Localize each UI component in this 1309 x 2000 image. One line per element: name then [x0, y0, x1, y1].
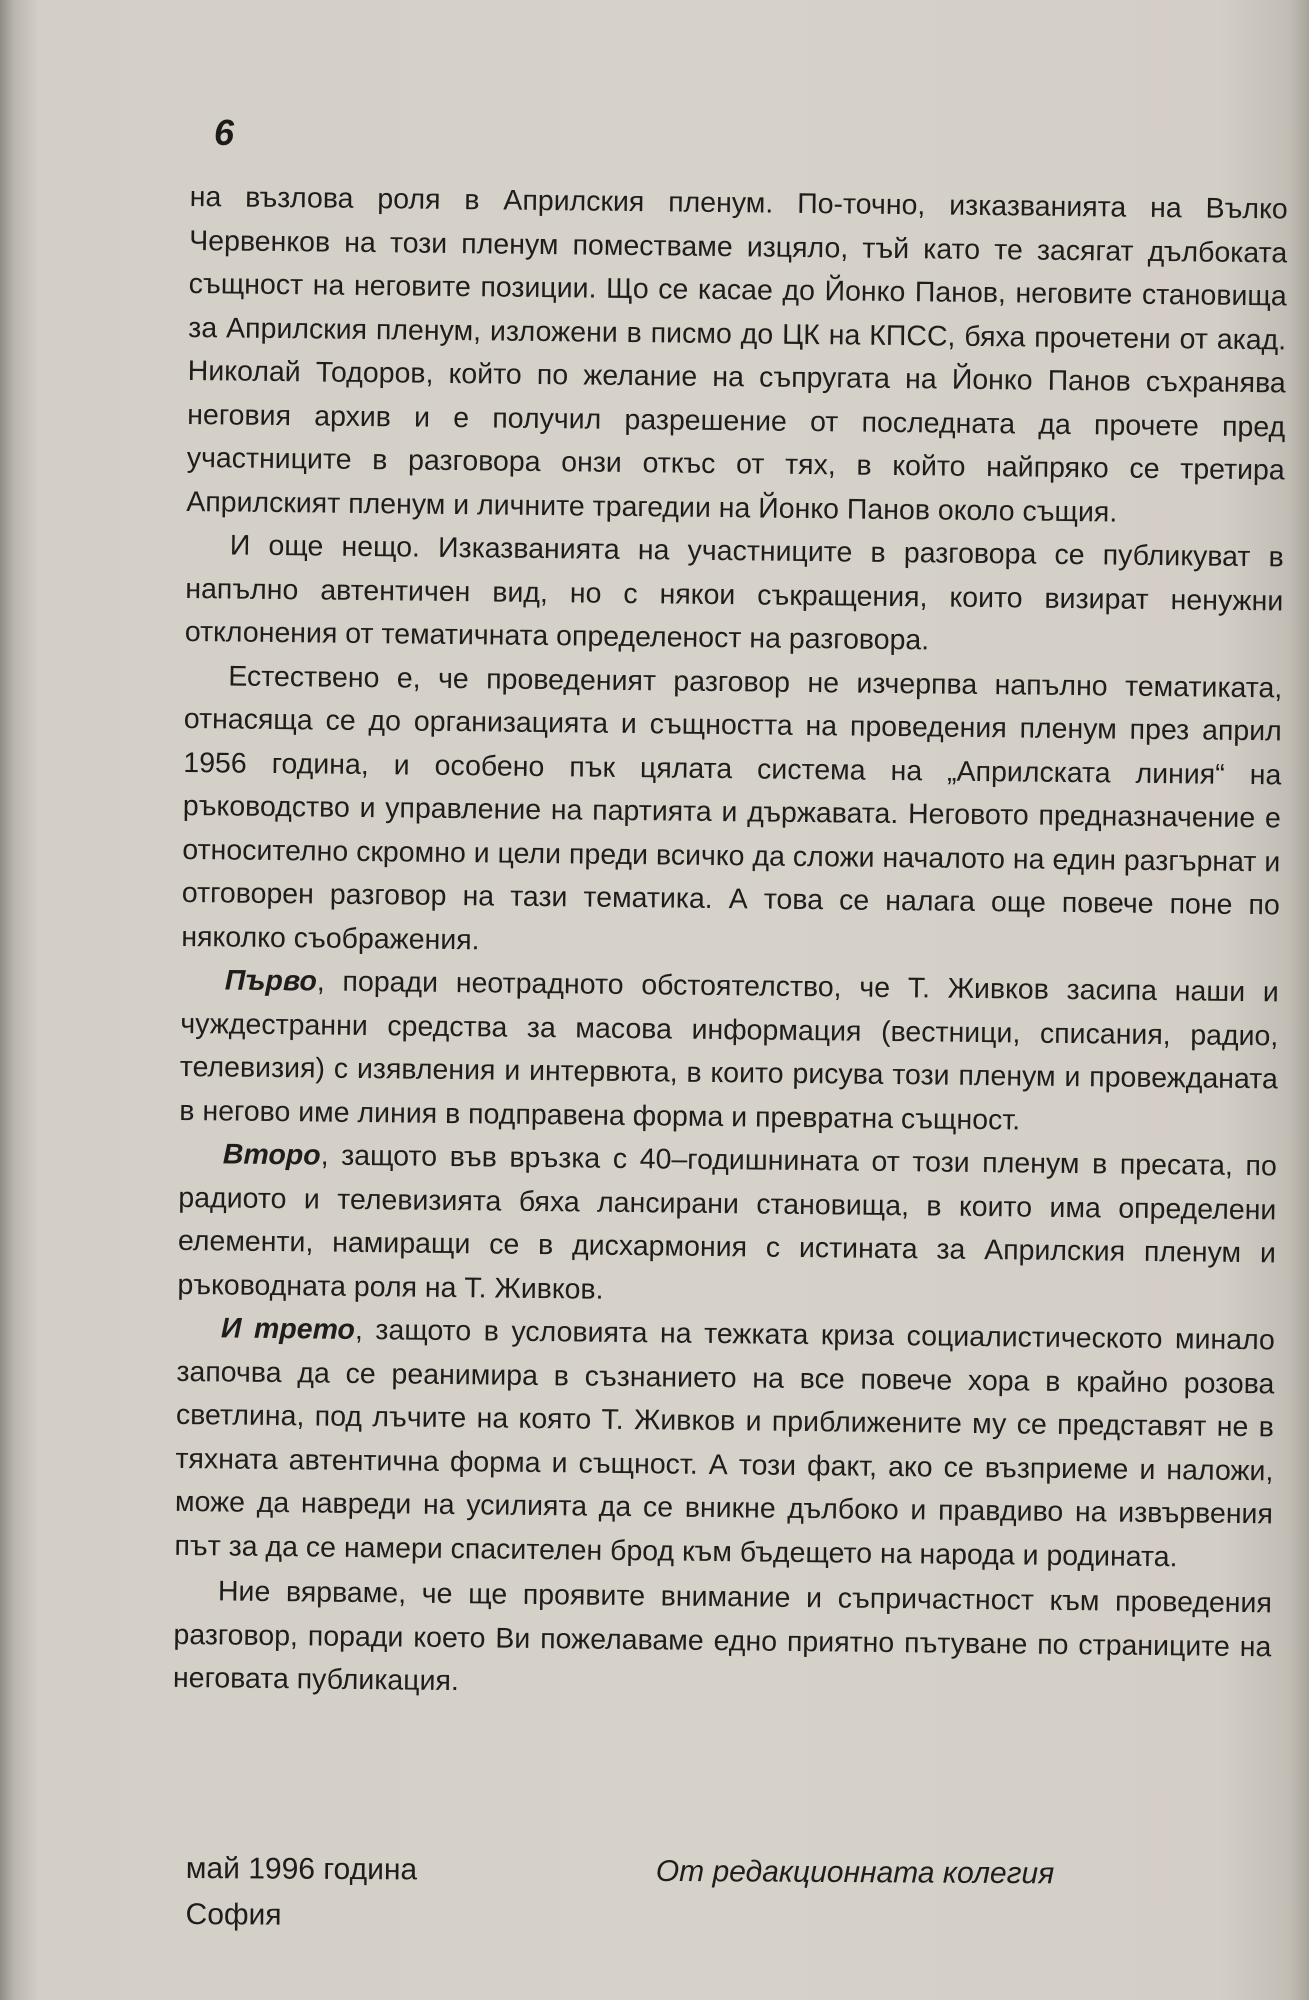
paragraph-3: Естествено е, че проведеният разговор не изчерпва напълно тематиката, отнасяща се до организацията и същността на проведения пленум през април 1956 година, и особено пък цялата система на „Априлската линия“ на ръководство и управление на партията и държавата. Неговото предназначение е относително скромно и цели преди всичко да сложи началото на един разгърнат и отговорен разговор на тази тематика. А това се налага още повече поне по няколко съображения. — [181, 659, 1283, 956]
paragraph-7: Ние вярваме, че ще проявите внимание и съпричастност към проведения разговор, поради което Ви пожелаваме едно приятно пътуване по страниците на неговата публикация. — [172, 1575, 1273, 1698]
footer-city: София — [185, 1897, 282, 1932]
footer-signature: От редакционната колегия — [655, 1854, 1055, 1891]
paragraph-5-lead: Второ — [222, 1138, 321, 1172]
paragraph-5-text: , защото във връзка с 40–годишнината от този пленум в пресата, по радиото и телевизията бяха лансирани становища, в които има определени елементи, намиращи се в дисхармония с истината за Априлския пленум и ръководната роля на Т. Живков. — [177, 1139, 1278, 1306]
paragraph-2: И още нещо. Изказванията на участниците в разговора се публикуват в напълно автентичен вид, но с някои съкращения, които визират ненужни отклонения от тематичната определеност на разговора. — [184, 529, 1284, 657]
body-text — [173, 176, 1288, 1713]
paragraph-4-lead: Първо — [224, 964, 318, 998]
paragraph-5 — [177, 1133, 1277, 1319]
footer — [185, 1846, 1186, 1932]
page-number: 6 — [214, 112, 235, 153]
paragraph-1: на възлова роля в Априлския пленум. По-точно, изказванията на Вълко Червенков на този пленум поместваме изцяло, тъй като те засягат дълбоката същност на неговите позиции. Що се касае до Йонко Панов, неговите становища за Априлския пленум, изложени в писмо до ЦК на КПСС, бяха прочетени от акад. Николай Тодоров, който по желание на съпругата на Йонко Панов съхранява неговия архив и е получил разрешение от последната да прочете пред участниците в разговора онзи откъс от тях, в който найпряко се третира Априлският пленум и личните трагедии на Йонко Панов около същия. — [186, 180, 1288, 529]
footer-date: май 1996 година — [185, 1851, 418, 1887]
paragraph-6 — [174, 1307, 1275, 1580]
paragraph-6-lead: И трето — [220, 1312, 356, 1346]
paragraph-4-text: , поради неотрадното обстоятелство, че Т. Живков засипа наши и чуждестранни средства за масова информация (вестници, списания, радио, телевизия) с изявления и интервюта, в които рисува този пленум и провежданата в негово име линия в подправена форма и превратна същност. — [179, 965, 1279, 1136]
paragraph-4 — [179, 959, 1279, 1145]
paragraph-6-text: , защото в условията на тежката криза социалистическото минало започва да се реанимира в съзнанието на все повече хора в крайно розова светлина, под лъчите на която Т. Живков и приближените му се представят не в тяхната автентична форма и същност. А този факт, ако се възприеме и наложи, може да навреди на усилията да се вникне дълбоко и правдиво на извървения път за да се намери спасителен брод към бъдещето на народа и родината. — [174, 1313, 1276, 1573]
